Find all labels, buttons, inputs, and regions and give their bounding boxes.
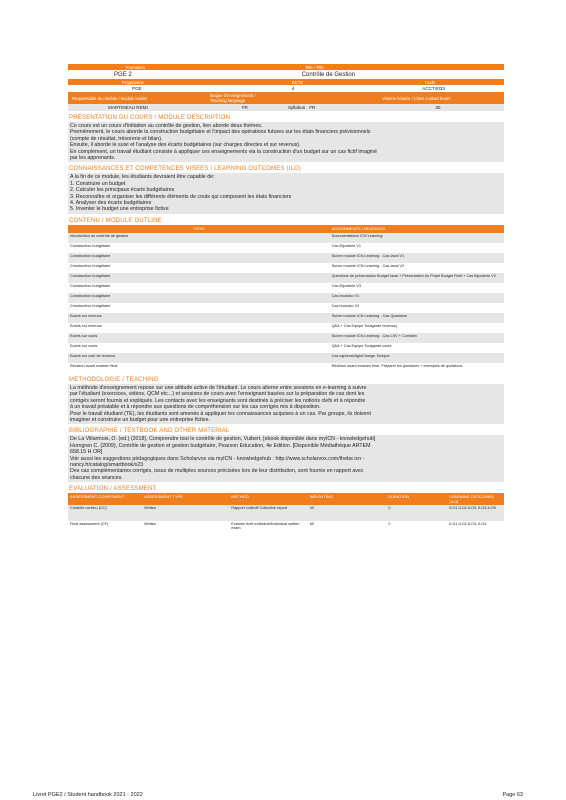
duration-cell: 2 (386, 521, 447, 539)
method-cell: Examen écrit individuel/individual written exam (229, 521, 307, 539)
leader-value: MARTINEAU REMI (108, 105, 148, 110)
table-row (68, 283, 504, 293)
topic-cell: Construction budgétaire (68, 273, 330, 283)
objective-line: 3. Reconnaître et organiser les différents éléments de couts qui composent les états financiers (70, 193, 292, 200)
type-cell: Written (142, 521, 229, 539)
bibliography-line: 658.15 H OR] (70, 449, 103, 456)
page-footer (33, 792, 523, 798)
bibliography-line: Horngren C. (2009), Contrôle de gestion et gestion budgétaire, Pearson Education, 4e Edition. [Disponible Médiathèque ARTEM (70, 442, 371, 449)
bibliography-line: Voir aussi les suggestions pédagogiques dans Scholarvox via myICN - knowledgehub : http://www.scholarvox.com/thebe.icn - (70, 455, 365, 462)
syllabus-value: FR (309, 105, 316, 110)
code-value: ACCT4033 (422, 86, 445, 91)
assignment-cell: Documentations ICN Learning (330, 233, 504, 243)
bibliography-body (68, 435, 504, 482)
assignment-cell: Suivre module ICN Learning - Cas LSV + Comidex (330, 333, 504, 343)
outline-header-assignments: ASSIGNMENTS / READINGS (330, 225, 504, 233)
header-duration: DURATION (386, 493, 447, 505)
component-cell: Final assessment (CF) (68, 521, 142, 539)
topic-cell: Construction budgétaire (68, 263, 330, 273)
topic-cell: Ecarts sur revenus (68, 323, 330, 333)
methodology-line: à un travail préalable et à répondre aux questions de compréhension sur les cas corrigés mis à disposition. (70, 404, 321, 411)
table-row (68, 263, 504, 273)
formation-label: Formation (126, 64, 145, 70)
syllabus-label: Syllabus (287, 105, 306, 110)
header-component: ASSESSMENT COMPONENT (68, 493, 142, 505)
methodology-heading: METHODOLOGIE / TEACHING (69, 376, 159, 383)
assignment-cell: Q&A + Cas Equipe Toutgarde revenus) (330, 323, 504, 333)
methodology-line: par l'étudiant (exercices, vidéos, QCM etc...) et sessions de cours avec l'enseignant basées sur la préparation de cas dont les (70, 391, 365, 398)
topic-cell: Ecarts sur revenus (68, 313, 330, 323)
table-row (68, 243, 504, 253)
outline-heading: CONTENU / MODULE OUTLINE (69, 217, 162, 224)
duration-cell: 0 (386, 505, 447, 521)
methodology-line: imaginer et construire un budget pour une entreprise fictive. (70, 416, 210, 423)
presentation-line: Ensuite, il aborde le suivi et l'analyse des écarts budgétaires (sur charges directes et sur revenus). (70, 142, 301, 149)
assignment-cell: Cas Iecanico V1 (330, 293, 504, 303)
language-label: langue d'enseignement / Teaching language (210, 93, 256, 103)
assignment-cell: Suivre module ICN Learning - Cas Iaval V1 (330, 253, 504, 263)
methodology-line: La méthode d'enseignement repose sur une attitude active de l'étudiant. Le cours alterne entre sessions en e-learning à suivre (70, 384, 367, 391)
objective-line: A la fin de ce module, les étudiants devraient être capable de: (70, 174, 215, 181)
assignment-cell: Cas Iecanico V2 (330, 303, 504, 313)
bibliography-line: Des cas complémentaires corrigés, issus de multiples sources précisées lors de leur distribution, sont fournis en rapport avec (70, 468, 364, 475)
assignment-cell: Cas Bijouterie V3 (330, 283, 504, 293)
outline-table (68, 225, 504, 373)
table-row (68, 233, 504, 243)
ects-label: ECTS (291, 79, 304, 85)
table-row (68, 253, 504, 263)
outline-header-row (68, 225, 504, 233)
topic-cell: Révision avant examen final (68, 363, 330, 373)
header-ilo: LEARNING OUTCOMES (ILO) (447, 493, 504, 505)
assignment-cell: Cas Bijouterie V1 (330, 243, 504, 253)
syllabus-page (68, 64, 504, 539)
weighting-cell: 40 (308, 505, 386, 521)
presentation-body (68, 122, 504, 162)
programme-value-row (68, 85, 504, 92)
code-label: Code (425, 79, 436, 85)
ilo-cell: ILO1,ILO2,ILO3, ILO4 (447, 521, 504, 539)
presentation-line: par les apprenants. (70, 155, 116, 162)
presentation-line: (compte de résultat, trésorerie et bilan). (70, 135, 163, 142)
presentation-line: Ce cours est un cours d'initiation au contrôle de gestion, lien aborde deux thèmes. (70, 123, 263, 129)
methodology-body (68, 384, 504, 424)
assignment-cell: Q&A + Cas Equipe Toutgarde couts (330, 343, 504, 353)
assignment-cell: Cas capteurs/lightChange Tonique (330, 353, 504, 363)
topic-cell: Construction budgétaire (68, 253, 330, 263)
table-row (68, 293, 504, 303)
header-method: METHOD (229, 493, 307, 505)
presentation-line: En complément, un travail étudiant consiste à appliquer ces enseignements via la construction d'un budget sur un cas fictif imaginé (70, 148, 377, 155)
topic-cell: Ecarts sur couts (68, 343, 330, 353)
assignment-cell: Révision avant examen final. Préparer les questions + exemples de questions (330, 363, 504, 373)
header-value-row (68, 70, 504, 79)
type-cell: Written (142, 505, 229, 521)
leader-value-row (68, 104, 504, 111)
topic-cell: Ecarts sur coût de revenus (68, 353, 330, 363)
presentation-heading: PRÉSENTATION DU COURS / MODULE DESCRIPTION (69, 115, 231, 121)
methodology-line: corrigés seront fournis et expliqués. Les contacts avec les enseignants sont destinés à préciser les notions clefs et à répondre (70, 397, 366, 404)
component-cell: Contrôle continu (CC) (68, 505, 142, 521)
table-row (68, 273, 504, 283)
objective-line: 4. Analyser des écarts budgétaires (70, 200, 152, 207)
table-row (68, 333, 504, 343)
table-row (68, 303, 504, 313)
assessment-header-row (68, 493, 504, 505)
presentation-line: Premièrement, le cours aborde la construction budgétaire et l'impact des opérations futures sur les états financiers prévisionnels (70, 129, 371, 136)
program-value: PGE 2 (114, 71, 132, 78)
methodology-line: Pour le travail étudiant (TE), les étudiants sont amenés à appliquer les connaissances acquises à un cas. Par groupe, ils doivent (70, 410, 371, 417)
assignment-cell: Questions de présentation Budget Iaval + Présentation du Projet Budget Fictif + Cas Bijouterie V2 (330, 273, 504, 283)
bibliography-heading: BIBLIOGRAPHIE / TEXTBOOK AND OTHER MATERIAL (69, 428, 230, 435)
topic-cell: Introduction au contrôle de gestion (68, 233, 330, 243)
assignment-cell: Suivre module ICN Learning - Cas Iaval V2 (330, 263, 504, 273)
objective-line: 1. Construire un budget (70, 180, 126, 187)
table-row (68, 353, 504, 363)
objectives-heading: CONNAISSANCES ET COMPETENCES VISEES / LEARNING OUTCOMES (ILO) (69, 166, 302, 173)
objectives-body (68, 173, 504, 213)
programme-label: Programme (122, 79, 144, 85)
bibliography-line: De La Villarmois, O. (ed.) (2018), Comprendre tout le contrôle de gestion, Vuibert, [ebook disponible dans myICN - knowledgehub] (70, 436, 376, 443)
leader-label-row (68, 92, 504, 104)
table-row (68, 323, 504, 333)
volume-label: Volume horaire / Class contact hours (382, 95, 451, 101)
method-cell: Rapport collectif Collective report (229, 505, 307, 521)
header-weighting: WEIGHTING (308, 493, 386, 505)
table-row (68, 343, 504, 353)
hours-value: 30 (435, 105, 441, 110)
title-label: Title / Title (304, 64, 324, 70)
outline-header-topic: TOPIC (68, 225, 330, 233)
topic-cell: Construction budgétaire (68, 283, 330, 293)
footer-left: Livret PGE2 / Student handbook 2021 - 2022 (33, 792, 143, 798)
topic-cell: Construction budgétaire (68, 243, 330, 253)
programme-value: PGE (132, 86, 142, 91)
assessment-table (68, 493, 504, 539)
assignment-cell: Suivre module ICN Learning - Cas Quadrese (330, 313, 504, 323)
evaluation-heading: EVALUATION / ASSESSMENT (69, 486, 157, 493)
table-row (68, 521, 504, 539)
objective-line: 2. Calculer les principaux écarts budgétaires (70, 187, 175, 194)
leader-label: Responsable du module / Module leader (72, 95, 148, 101)
topic-cell: Construction budgétaire (68, 293, 330, 303)
header-type: ASSESSMENT TYPE (142, 493, 229, 505)
topic-cell: Construction budgétaire (68, 303, 330, 313)
page-number: Page 63 (502, 792, 523, 798)
course-title: Contrôle de Gestion (301, 71, 356, 78)
objective-line: 5. Inventer le budget une entreprise fictive (70, 206, 169, 213)
bibliography-line: nancy.fr/catalog/smartbook/s23 (70, 461, 144, 468)
table-row (68, 313, 504, 323)
table-row (68, 363, 504, 373)
ects-value: 4 (291, 86, 295, 91)
table-row (68, 505, 504, 521)
language-value: FR (241, 105, 248, 110)
weighting-cell: 60 (308, 521, 386, 539)
ilo-cell: ILO1,ILO2,ILO3, ILO4,ILO5 (447, 505, 504, 521)
bibliography-line: chacune des séances. (70, 474, 123, 481)
topic-cell: Ecarts sur couts (68, 333, 330, 343)
